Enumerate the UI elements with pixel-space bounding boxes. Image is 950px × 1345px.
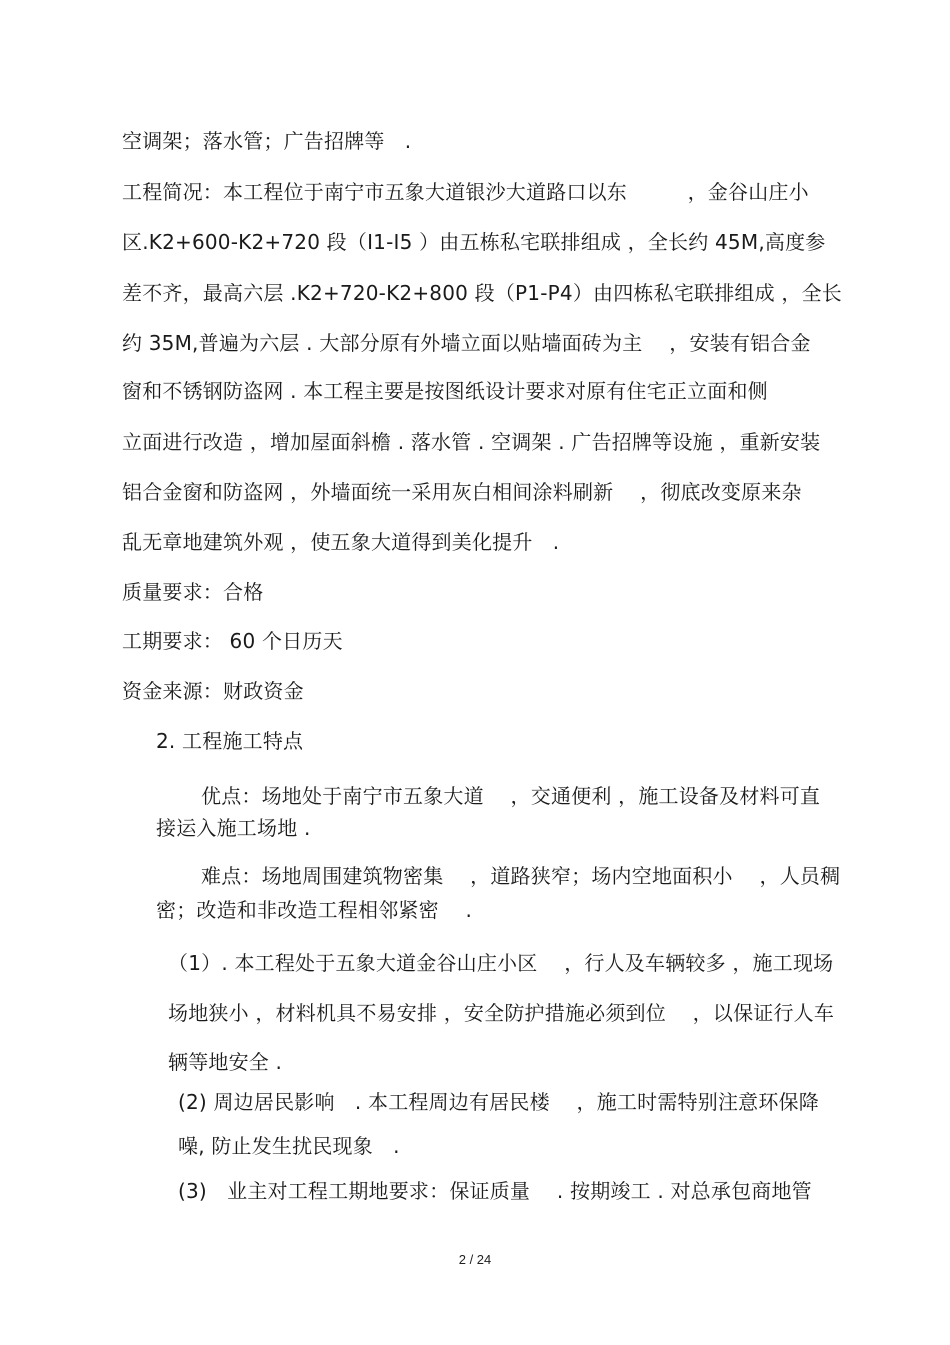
text-line-14: 优点：场地处于南宁市五象大道 ，交通便利 ，施工设备及材料可直	[201, 784, 821, 808]
text-line-22: 噪, 防止发生扰民现象 .	[178, 1134, 400, 1158]
text-line-18: （1）. 本工程处于五象大道金谷山庄小区 ，行人及车辆较多 ，施工现场	[168, 951, 834, 975]
text-line-3: 区.K2+600-K2+720 段（I1-I5 ）由五栋私宅联排组成 ，全长约 45M,高度参	[122, 230, 826, 254]
text-line-5: 约 35M,普遍为六层 . 大部分原有外墙立面以贴墙面砖为主 ，安装有铝合金	[122, 331, 811, 355]
text-line-1: 空调架；落水管；广告招牌等 .	[122, 129, 412, 153]
text-line-11: 工期要求： 60 个日历天	[122, 629, 343, 653]
text-line-9: 乱无章地建筑外观 ，使五象大道得到美化提升 .	[122, 530, 560, 554]
text-line-21: (2) 周边居民影响 . 本工程周边有居民楼 ，施工时需特别注意环保降	[178, 1090, 819, 1114]
text-line-20: 辆等地安全 .	[168, 1050, 283, 1074]
text-line-10: 质量要求：合格	[122, 580, 264, 604]
text-line-7: 立面进行改造 ，增加屋面斜檐 . 落水管 . 空调架 . 广告招牌等设施 ，重新安装	[122, 430, 821, 454]
text-line-19: 场地狭小 ，材料机具不易安排 ，安全防护措施必须到位 ，以保证行人车	[168, 1001, 835, 1025]
page-number: 2 / 24	[458, 1252, 492, 1267]
text-line-12: 资金来源：财政资金	[122, 679, 304, 703]
section-heading: 2. 工程施工特点	[156, 729, 304, 753]
text-line-6: 窗和不锈钢防盗网 . 本工程主要是按图纸设计要求对原有住宅正立面和侧	[122, 379, 768, 403]
text-line-4: 差不齐，最高六层 .K2+720-K2+800 段（P1-P4）由四栋私宅联排组成 ，全长	[122, 281, 842, 305]
text-line-15: 接运入施工场地 .	[156, 816, 311, 840]
text-line-17: 密；改造和非改造工程相邻紧密 .	[156, 898, 473, 922]
text-line-2: 工程简况：本工程位于南宁市五象大道银沙大道路口以东 ，金谷山庄小	[122, 180, 809, 204]
text-line-8: 铝合金窗和防盗网 ，外墙面统一采用灰白相间涂料刷新 ，彻底改变原来杂	[122, 480, 802, 504]
text-line-16: 难点：场地周围建筑物密集 ，道路狭窄；场内空地面积小 ，人员稠	[201, 864, 841, 888]
text-line-23: (3) 业主对工程工期地要求：保证质量 . 按期竣工 . 对总承包商地管	[178, 1179, 812, 1203]
